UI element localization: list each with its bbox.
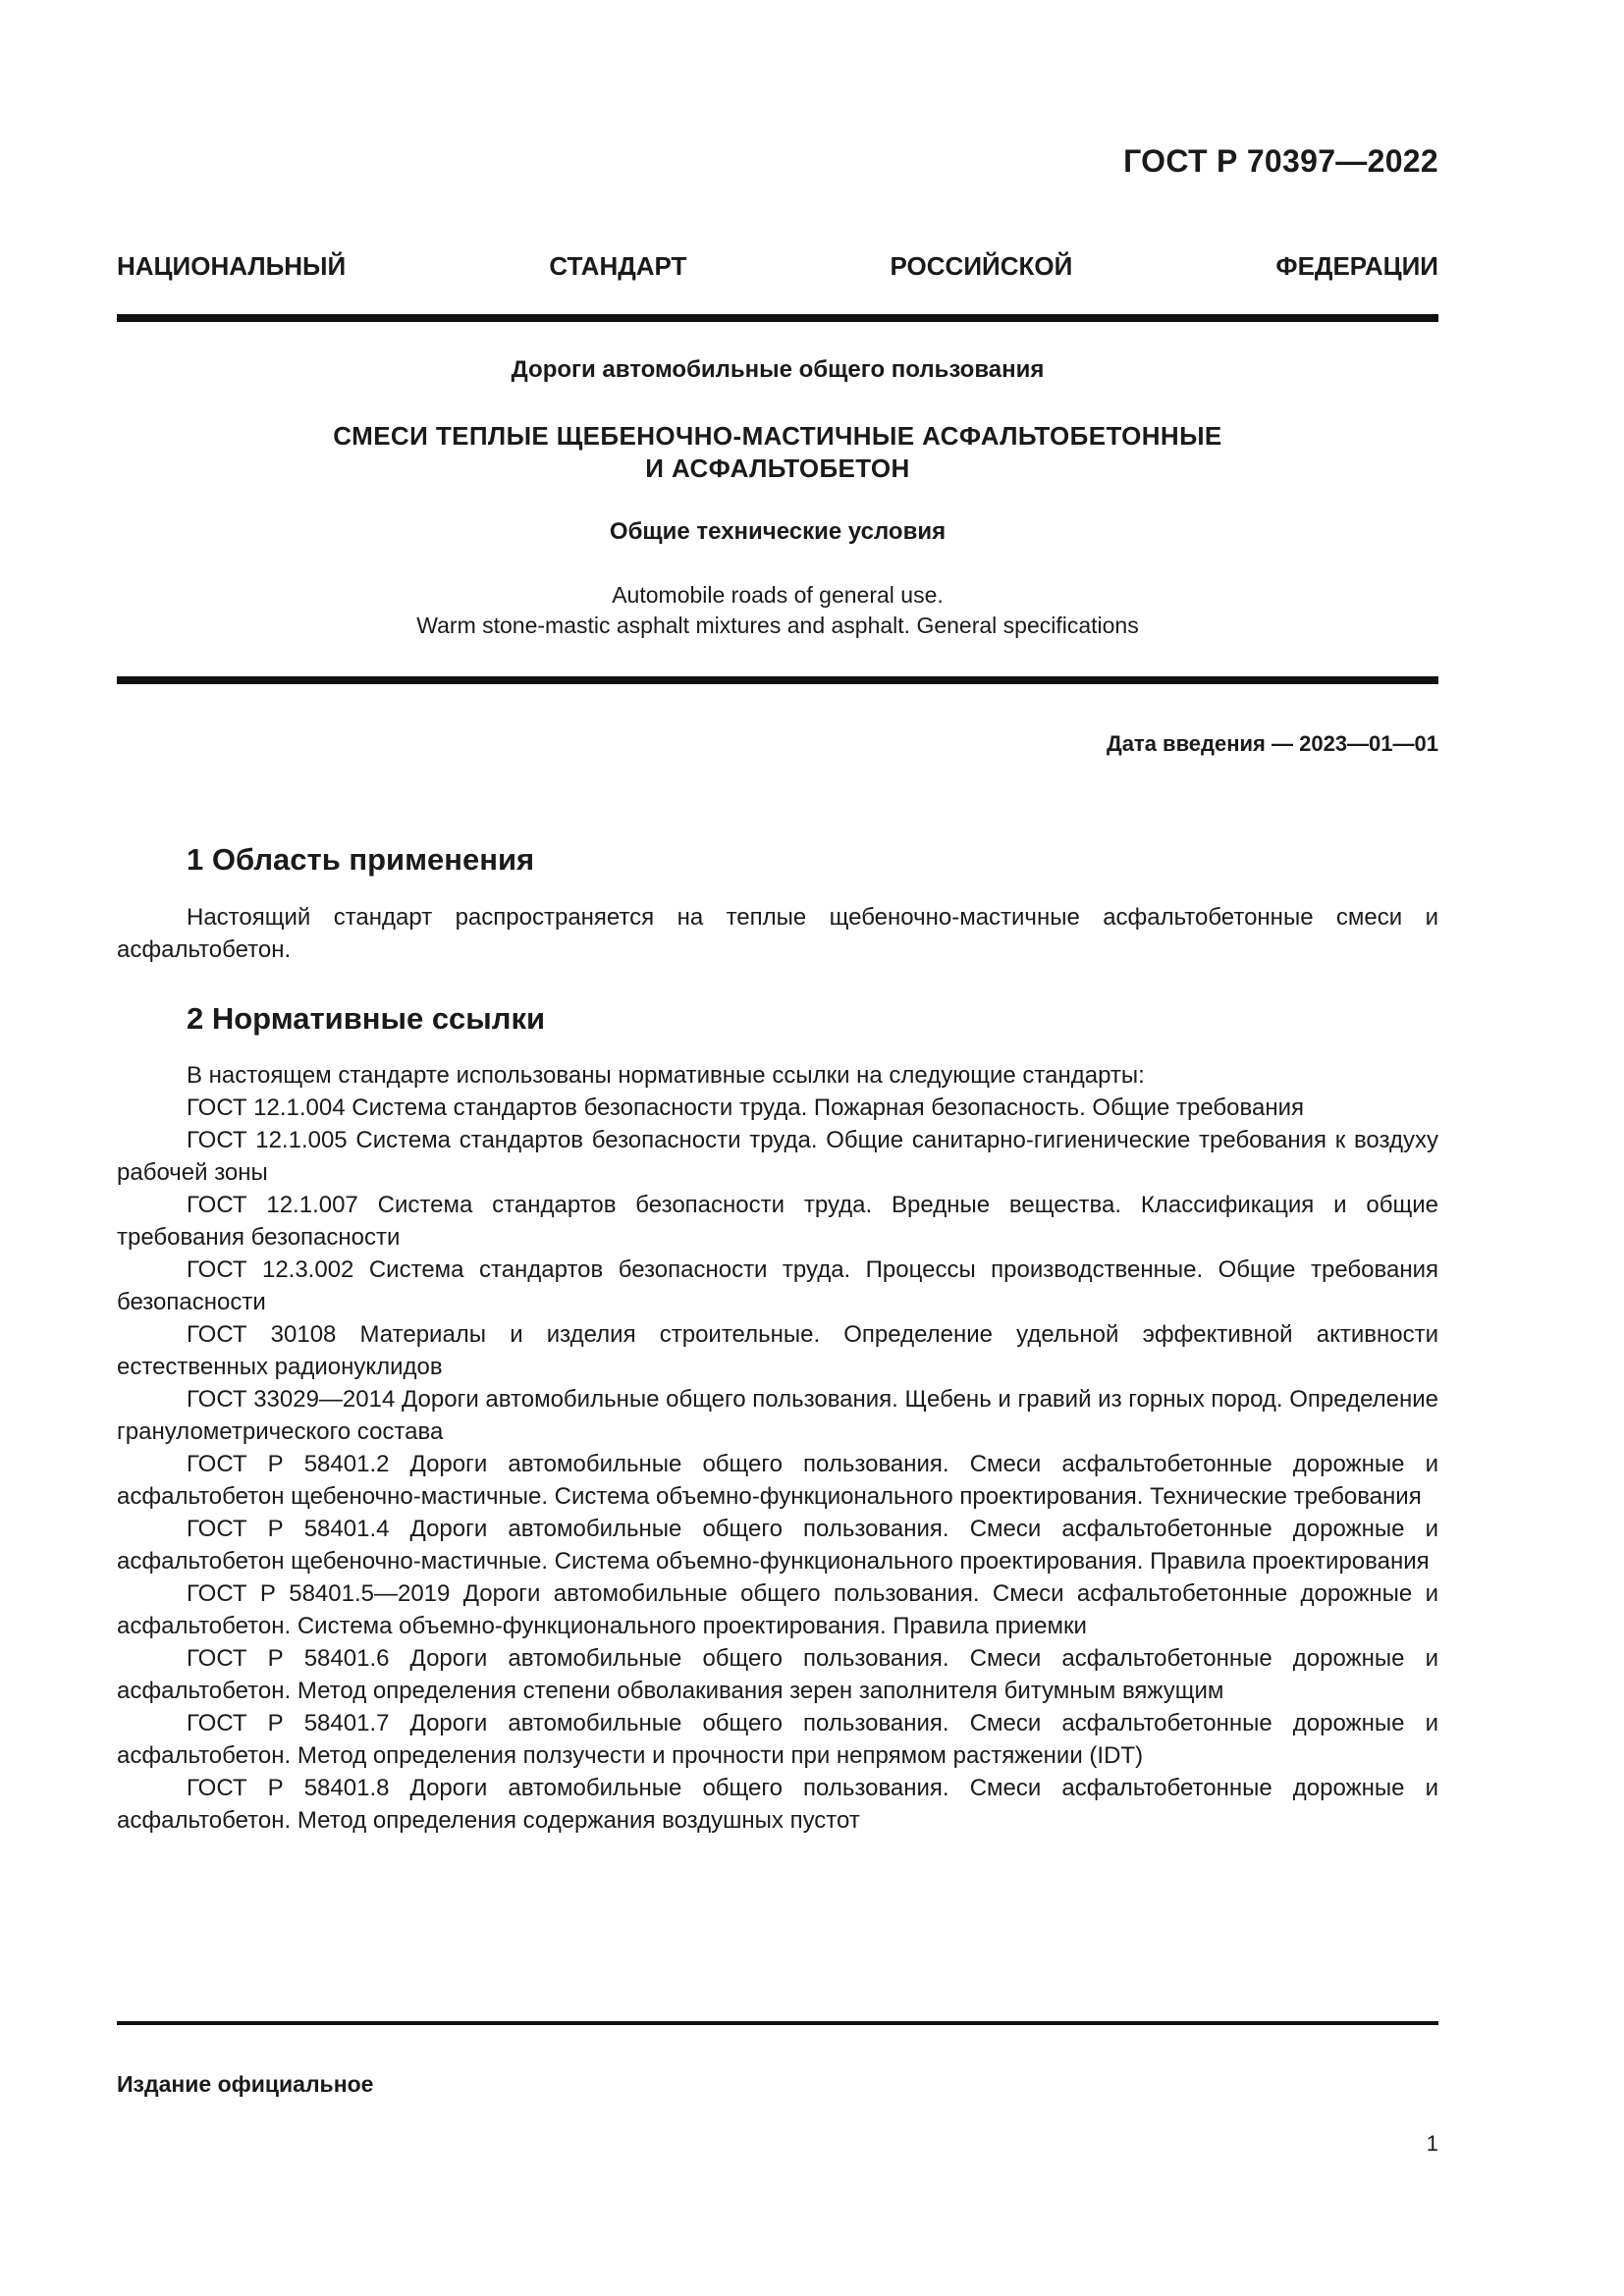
reference-item: ГОСТ Р 58401.4 Дороги автомобильные общего пользования. Смеси асфальтобетонные дорожные и асфальтобетон щебеночно-мастичные. Система объемно-функционального проектирования. Правила проектирования bbox=[117, 1516, 1438, 1575]
section-2-heading: 2 Нормативные ссылки bbox=[187, 1001, 546, 1036]
document-subtitle: Дороги автомобильные общего пользования bbox=[511, 356, 1045, 383]
reference-item: ГОСТ 12.1.005 Система стандартов безопасности труда. Общие санитарно-гигиенические требования к воздуху рабочей зоны bbox=[117, 1127, 1438, 1186]
reference-item: ГОСТ 33029—2014 Дороги автомобильные общего пользования. Щебень и гравий из горных пород. Определение гранулометрического состава bbox=[117, 1386, 1438, 1445]
reference-item: ГОСТ 12.3.002 Система стандартов безопасности труда. Процессы производственные. Общие требования безопасности bbox=[117, 1256, 1438, 1315]
section-1-text bbox=[117, 901, 1438, 966]
reference-item: ГОСТ Р 58401.6 Дороги автомобильные общего пользования. Смеси асфальтобетонные дорожные и асфальтобетон. Метод определения степени обволакивания зерен заполнителя битумным вяжущим bbox=[117, 1645, 1438, 1704]
english-title bbox=[117, 580, 1438, 641]
official-edition-label: Издание официальное bbox=[117, 2071, 374, 2097]
banner-word: ФЕДЕРАЦИИ bbox=[1275, 251, 1438, 281]
banner-word: НАЦИОНАЛЬНЫЙ bbox=[117, 251, 347, 281]
reference-item: ГОСТ 12.1.004 Система стандартов безопасности труда. Пожарная безопасность. Общие требования bbox=[187, 1095, 1305, 1121]
section-1-heading: 1 Область применения bbox=[187, 842, 535, 877]
document-number: ГОСТ Р 70397—2022 bbox=[1123, 143, 1438, 179]
english-title-line: Automobile roads of general use. bbox=[612, 582, 944, 608]
national-standard-banner bbox=[117, 251, 1438, 282]
title-divider bbox=[117, 676, 1438, 684]
main-title-line: И АСФАЛЬТОБЕТОН bbox=[645, 454, 910, 483]
top-divider bbox=[117, 314, 1438, 322]
reference-item: ГОСТ Р 58401.2 Дороги автомобильные общего пользования. Смеси асфальтобетонные дорожные и асфальтобетон щебеночно-мастичные. Система объемно-функционального проектирования. Технические требования bbox=[117, 1451, 1438, 1510]
page-number: 1 bbox=[1426, 2131, 1438, 2156]
normative-references-list bbox=[117, 1059, 1438, 1837]
reference-item: ГОСТ Р 58401.7 Дороги автомобильные общего пользования. Смеси асфальтобетонные дорожные и асфальтобетон. Метод определения ползучести и прочности при непрямом растяжении (IDT) bbox=[117, 1710, 1438, 1769]
banner-word: РОССИЙСКОЙ bbox=[890, 251, 1073, 281]
reference-item: ГОСТ Р 58401.5—2019 Дороги автомобильные общего пользования. Смеси асфальтобетонные дорожные и асфальтобетон. Система объемно-функционального проектирования. Правила приемки bbox=[117, 1580, 1438, 1639]
reference-item: ГОСТ 30108 Материалы и изделия строительные. Определение удельной эффективной активности естественных радионуклидов bbox=[117, 1321, 1438, 1380]
main-title-line: СМЕСИ ТЕПЛЫЕ ЩЕБЕНОЧНО-МАСТИЧНЫЕ АСФАЛЬТОБЕТОННЫЕ bbox=[333, 421, 1222, 451]
footer-divider bbox=[117, 2021, 1438, 2025]
banner-word: СТАНДАРТ bbox=[549, 251, 687, 281]
paragraph: Настоящий стандарт распространяется на теплые щебеночно-мастичные асфальтобетонные смеси и асфальтобетон. bbox=[117, 904, 1438, 963]
document-main-title bbox=[117, 420, 1438, 485]
english-title-line: Warm stone-mastic asphalt mixtures and asphalt. General specifications bbox=[416, 613, 1139, 638]
references-intro: В настоящем стандарте использованы нормативные ссылки на следующие стандарты: bbox=[187, 1062, 1145, 1089]
specification-title: Общие технические условия bbox=[609, 518, 947, 545]
reference-item: ГОСТ Р 58401.8 Дороги автомобильные общего пользования. Смеси асфальтобетонные дорожные и асфальтобетон. Метод определения содержания воздушных пустот bbox=[117, 1775, 1438, 1834]
introduction-date: Дата введения — 2023—01—01 bbox=[1107, 731, 1438, 756]
reference-item: ГОСТ 12.1.007 Система стандартов безопасности труда. Вредные вещества. Классификация и общие требования безопасности bbox=[117, 1192, 1438, 1251]
